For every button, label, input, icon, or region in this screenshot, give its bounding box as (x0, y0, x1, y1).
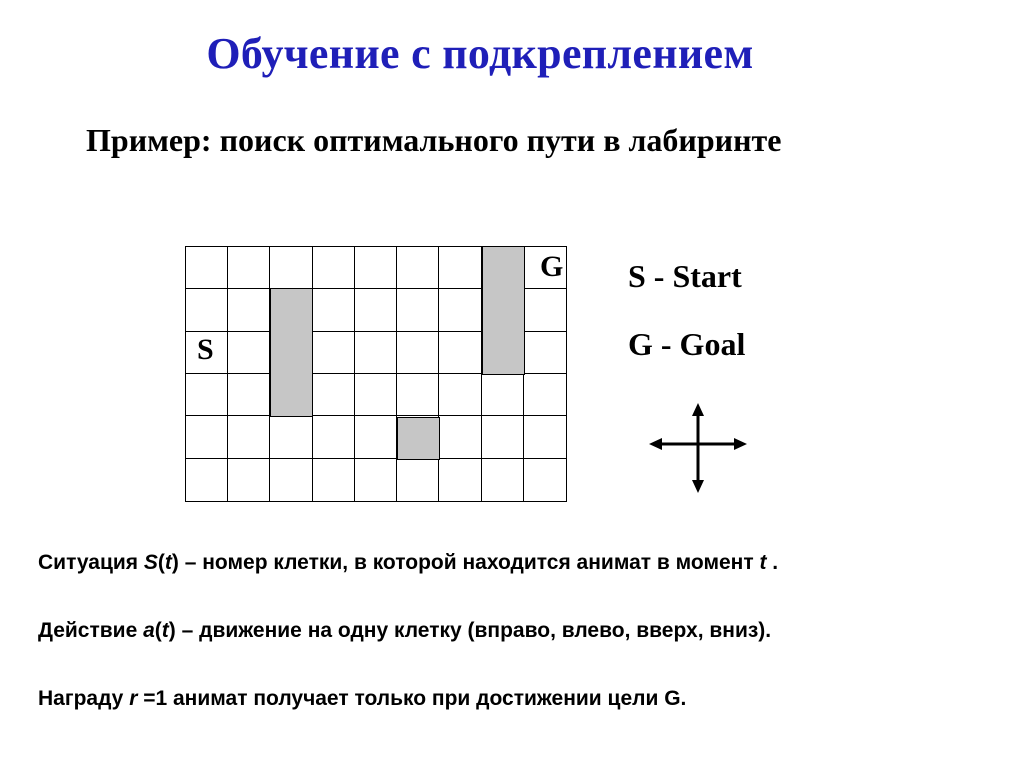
maze-cell (228, 416, 270, 458)
maze-cell (355, 289, 397, 331)
action-symbol: a (143, 619, 155, 642)
situation-text: – номер клетки, в которой находится анимат в момент (178, 551, 760, 574)
maze-cell (313, 374, 355, 416)
maze-cell (186, 416, 228, 458)
maze-cell (355, 459, 397, 501)
situation-definition (38, 551, 778, 575)
maze-cell (313, 247, 355, 289)
action-definition (38, 619, 771, 643)
paren-close: ) (168, 619, 176, 642)
maze-cell (439, 247, 481, 289)
maze-cell (186, 247, 228, 289)
maze-cell (439, 416, 481, 458)
paren-open: ( (154, 619, 162, 642)
maze-cell (439, 289, 481, 331)
maze-cell (439, 459, 481, 501)
maze-cell (228, 289, 270, 331)
maze-cell (270, 459, 312, 501)
maze-cell (397, 374, 439, 416)
maze-cell (228, 247, 270, 289)
slide-subtitle: Пример: поиск оптимального пути в лабиринте (86, 122, 782, 158)
maze-wall-1 (270, 288, 313, 417)
maze-cell (524, 289, 566, 331)
maze-cell (482, 374, 524, 416)
maze-cell (313, 459, 355, 501)
maze-cell (482, 459, 524, 501)
maze-cell (439, 332, 481, 374)
maze-cell (355, 416, 397, 458)
maze-cell (270, 247, 312, 289)
maze-cell (524, 459, 566, 501)
maze-cell (313, 332, 355, 374)
maze-cell (355, 374, 397, 416)
maze-cell (228, 332, 270, 374)
action-text: – движение на одну клетку (вправо, влево, вверх, вниз). (175, 619, 772, 642)
goal-cell-label: G (540, 250, 564, 283)
reward-symbol: r (129, 687, 138, 710)
maze-cell (313, 289, 355, 331)
maze-cell (313, 416, 355, 458)
maze-cell (524, 332, 566, 374)
reward-term: Награду (38, 687, 130, 710)
paren-open: ( (157, 551, 165, 574)
action-term: Действие (38, 619, 144, 642)
maze (185, 246, 567, 502)
maze-cell (355, 332, 397, 374)
maze-cell (524, 416, 566, 458)
paren-close: ) (171, 551, 179, 574)
maze-wall-2 (482, 246, 525, 375)
reward-text: =1 анимат получает только при достижении цели G. (137, 687, 687, 710)
maze-wall-3 (397, 417, 440, 460)
time-symbol: t (164, 551, 172, 574)
maze-cell (482, 416, 524, 458)
maze-cell (228, 459, 270, 501)
reward-definition (38, 687, 686, 711)
time-symbol: t (759, 551, 767, 574)
start-cell-label: S (197, 333, 214, 366)
time-symbol: t (161, 619, 169, 642)
situation-term: Ситуация (38, 551, 144, 574)
legend-start: S - Start (628, 258, 742, 294)
legend-goal: G - Goal (628, 326, 746, 362)
maze-cell (186, 289, 228, 331)
situation-symbol: S (143, 551, 158, 574)
maze-cell (439, 374, 481, 416)
maze-cell (397, 247, 439, 289)
situation-end: . (766, 551, 779, 574)
maze-cell (228, 374, 270, 416)
maze-cell (397, 289, 439, 331)
maze-cell (270, 416, 312, 458)
maze-cell (397, 332, 439, 374)
maze-cell (524, 374, 566, 416)
maze-cell (186, 374, 228, 416)
maze-cell (355, 247, 397, 289)
slide-title: Обучение с подкреплением (206, 29, 754, 78)
maze-cell (397, 459, 439, 501)
four-direction-arrows-icon (648, 402, 748, 494)
maze-cell (186, 459, 228, 501)
